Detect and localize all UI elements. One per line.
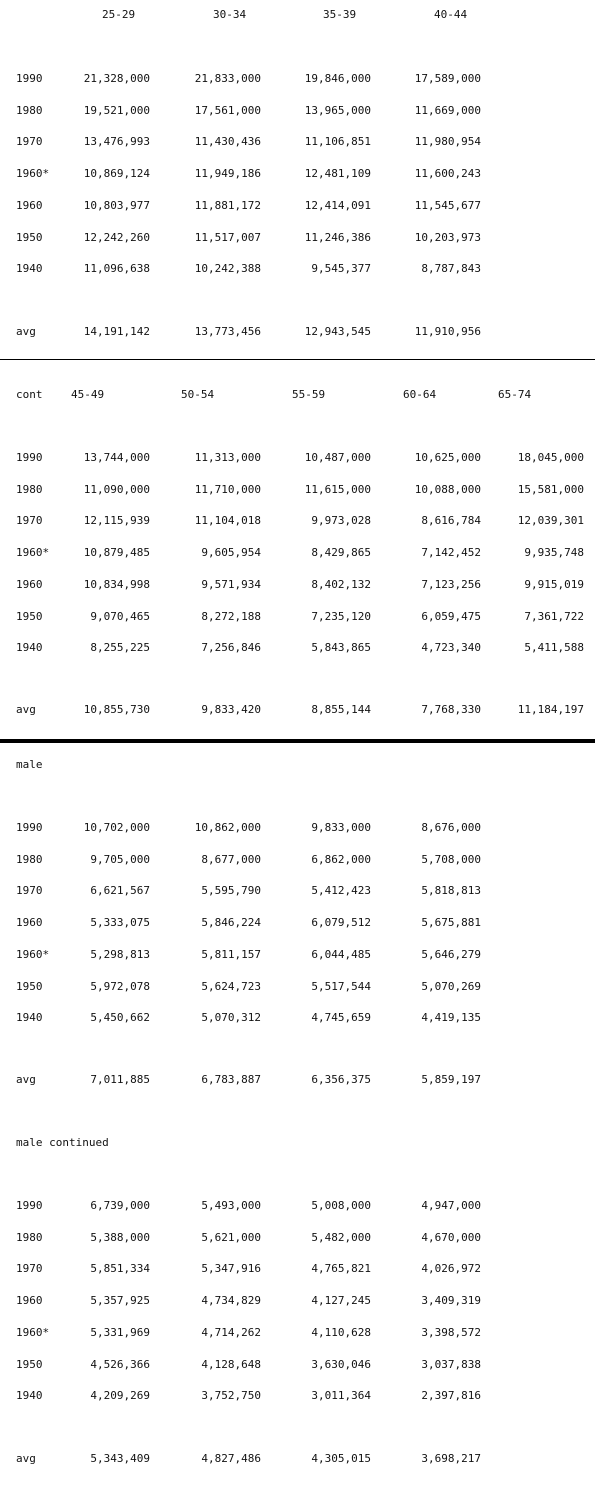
table-cell: 5,298,813 xyxy=(90,948,150,961)
avg-label: avg xyxy=(16,1073,36,1086)
table-cell: 5,331,969 xyxy=(90,1326,150,1339)
table-cell: 12,481,109 xyxy=(304,167,371,180)
avg-cell: 5,859,197 xyxy=(421,1073,481,1086)
table-cell: 5,818,813 xyxy=(421,884,481,897)
table-cell: 13,965,000 xyxy=(304,104,371,117)
table-cell: 11,517,007 xyxy=(194,231,261,244)
table-cell: 4,670,000 xyxy=(421,1231,481,1244)
column-header: 60-64 xyxy=(403,388,437,401)
table-cell: 11,881,172 xyxy=(194,199,261,212)
table-cell: 10,242,388 xyxy=(194,262,261,275)
avg-cell: 13,773,456 xyxy=(194,325,261,338)
table-cell: 5,070,269 xyxy=(421,980,481,993)
row-year: 1960* xyxy=(16,948,50,961)
row-year: 1960 xyxy=(16,916,43,929)
table-cell: 9,705,000 xyxy=(90,853,150,866)
table-cell: 5,357,925 xyxy=(90,1294,150,1307)
avg-cell: 14,191,142 xyxy=(83,325,150,338)
table-cell: 12,115,939 xyxy=(83,514,150,527)
table-cell: 4,128,648 xyxy=(201,1358,261,1371)
table-cell: 10,088,000 xyxy=(414,483,481,496)
table-cell: 5,008,000 xyxy=(311,1199,371,1212)
avg-cell: 6,783,887 xyxy=(201,1073,261,1086)
table-cell: 10,834,998 xyxy=(83,578,150,591)
table-cell: 11,430,436 xyxy=(194,135,261,148)
table-cell: 7,235,120 xyxy=(311,610,371,623)
table-cell: 5,450,662 xyxy=(90,1011,150,1024)
row-year: 1960* xyxy=(16,1326,50,1339)
table-cell: 5,843,865 xyxy=(311,641,371,654)
table-cell: 8,787,843 xyxy=(421,262,481,275)
column-header: 55-59 xyxy=(292,388,326,401)
table-cell: 9,545,377 xyxy=(311,262,371,275)
table-cell: 4,765,821 xyxy=(311,1262,371,1275)
column-header: 30-34 xyxy=(213,8,247,21)
row-year: 1960* xyxy=(16,167,50,180)
table-cell: 9,070,465 xyxy=(90,610,150,623)
table-cell: 11,313,000 xyxy=(194,451,261,464)
table-cell: 19,846,000 xyxy=(304,72,371,85)
table-cell: 9,915,019 xyxy=(524,578,584,591)
section-label: male xyxy=(16,758,43,771)
row-year: 1960 xyxy=(16,578,43,591)
table-cell: 7,142,452 xyxy=(421,546,481,559)
table-cell: 4,209,269 xyxy=(90,1389,150,1402)
table-cell: 3,398,572 xyxy=(421,1326,481,1339)
row-year: 1940 xyxy=(16,641,43,654)
table-cell: 6,621,567 xyxy=(90,884,150,897)
row-year: 1960* xyxy=(16,546,50,559)
table-cell: 5,624,723 xyxy=(201,980,261,993)
table-cell: 9,605,954 xyxy=(201,546,261,559)
table-cell: 5,347,916 xyxy=(201,1262,261,1275)
table-cell: 9,935,748 xyxy=(524,546,584,559)
row-year: 1960 xyxy=(16,1294,43,1307)
table-cell: 10,879,485 xyxy=(83,546,150,559)
table-cell: 5,675,881 xyxy=(421,916,481,929)
row-year: 1940 xyxy=(16,1389,43,1402)
avg-cell: 10,855,730 xyxy=(83,703,150,716)
table-cell: 5,811,157 xyxy=(201,948,261,961)
avg-cell: 5,343,409 xyxy=(90,1452,150,1465)
table-cell: 6,059,475 xyxy=(421,610,481,623)
table-cell: 12,414,091 xyxy=(304,199,371,212)
section-label: male continued xyxy=(16,1136,109,1149)
table-cell: 3,752,750 xyxy=(201,1389,261,1402)
row-year: 1980 xyxy=(16,1231,43,1244)
table-cell: 5,621,000 xyxy=(201,1231,261,1244)
table-cell: 6,079,512 xyxy=(311,916,371,929)
table-cell: 5,708,000 xyxy=(421,853,481,866)
table-cell: 11,600,243 xyxy=(414,167,481,180)
table-cell: 4,947,000 xyxy=(421,1199,481,1212)
table-cell: 6,862,000 xyxy=(311,853,371,866)
table-cell: 8,677,000 xyxy=(201,853,261,866)
table-cell: 11,246,386 xyxy=(304,231,371,244)
avg-label: avg xyxy=(16,703,36,716)
row-year: 1990 xyxy=(16,1199,43,1212)
table-cell: 10,869,124 xyxy=(83,167,150,180)
table-cell: 21,833,000 xyxy=(194,72,261,85)
row-year: 1950 xyxy=(16,1358,43,1371)
table-cell: 4,714,262 xyxy=(201,1326,261,1339)
row-year: 1980 xyxy=(16,853,43,866)
table-cell: 4,127,245 xyxy=(311,1294,371,1307)
avg-cell: 7,011,885 xyxy=(90,1073,150,1086)
avg-cell: 11,184,197 xyxy=(517,703,584,716)
table-cell: 8,272,188 xyxy=(201,610,261,623)
table-cell: 3,037,838 xyxy=(421,1358,481,1371)
table-cell: 5,846,224 xyxy=(201,916,261,929)
row-year: 1980 xyxy=(16,483,43,496)
column-header: 25-29 xyxy=(102,8,136,21)
table-cell: 12,039,301 xyxy=(517,514,584,527)
table-cell: 9,571,934 xyxy=(201,578,261,591)
table-cell: 7,256,846 xyxy=(201,641,261,654)
table-cell: 3,409,319 xyxy=(421,1294,481,1307)
section-label: cont xyxy=(16,388,43,401)
row-year: 1950 xyxy=(16,231,43,244)
table-cell: 6,739,000 xyxy=(90,1199,150,1212)
table-cell: 10,625,000 xyxy=(414,451,481,464)
table-cell: 10,862,000 xyxy=(194,821,261,834)
row-year: 1990 xyxy=(16,451,43,464)
table-cell: 11,615,000 xyxy=(304,483,371,496)
table-cell: 5,388,000 xyxy=(90,1231,150,1244)
column-header: 50-54 xyxy=(181,388,215,401)
table-cell: 4,734,829 xyxy=(201,1294,261,1307)
table-cell: 4,723,340 xyxy=(421,641,481,654)
table-cell: 7,361,722 xyxy=(524,610,584,623)
avg-cell: 3,698,217 xyxy=(421,1452,481,1465)
avg-cell: 4,305,015 xyxy=(311,1452,371,1465)
table-cell: 11,096,638 xyxy=(83,262,150,275)
table-cell: 9,833,000 xyxy=(311,821,371,834)
row-year: 1940 xyxy=(16,262,43,275)
table-cell: 10,702,000 xyxy=(83,821,150,834)
table-cell: 5,482,000 xyxy=(311,1231,371,1244)
table-cell: 4,110,628 xyxy=(311,1326,371,1339)
table-cell: 10,803,977 xyxy=(83,199,150,212)
avg-label: avg xyxy=(16,1452,36,1465)
column-header: 45-49 xyxy=(71,388,105,401)
table-cell: 12,242,260 xyxy=(83,231,150,244)
table-cell: 10,487,000 xyxy=(304,451,371,464)
avg-cell: 12,943,545 xyxy=(304,325,371,338)
table-cell: 5,412,423 xyxy=(311,884,371,897)
table-cell: 11,104,018 xyxy=(194,514,261,527)
table-cell: 10,203,973 xyxy=(414,231,481,244)
table-cell: 5,595,790 xyxy=(201,884,261,897)
table-cell: 11,710,000 xyxy=(194,483,261,496)
table-cell: 5,517,544 xyxy=(311,980,371,993)
table-cell: 17,561,000 xyxy=(194,104,261,117)
row-year: 1950 xyxy=(16,980,43,993)
table-cell: 11,545,677 xyxy=(414,199,481,212)
row-year: 1970 xyxy=(16,514,43,527)
table-cell: 13,744,000 xyxy=(83,451,150,464)
section-divider xyxy=(0,359,595,360)
table-cell: 13,476,993 xyxy=(83,135,150,148)
table-cell: 18,045,000 xyxy=(517,451,584,464)
row-year: 1980 xyxy=(16,104,43,117)
table-cell: 11,980,954 xyxy=(414,135,481,148)
table-cell: 17,589,000 xyxy=(414,72,481,85)
avg-cell: 6,356,375 xyxy=(311,1073,371,1086)
avg-cell: 7,768,330 xyxy=(421,703,481,716)
avg-cell: 11,910,956 xyxy=(414,325,481,338)
section-divider-thick xyxy=(0,739,595,743)
table-cell: 15,581,000 xyxy=(517,483,584,496)
table-cell: 4,526,366 xyxy=(90,1358,150,1371)
table-cell: 5,411,588 xyxy=(524,641,584,654)
table-cell: 8,402,132 xyxy=(311,578,371,591)
table-cell: 21,328,000 xyxy=(83,72,150,85)
table-cell: 2,397,816 xyxy=(421,1389,481,1402)
table-cell: 8,676,000 xyxy=(421,821,481,834)
table-cell: 4,026,972 xyxy=(421,1262,481,1275)
row-year: 1950 xyxy=(16,610,43,623)
row-year: 1960 xyxy=(16,199,43,212)
table-cell: 3,630,046 xyxy=(311,1358,371,1371)
avg-cell: 4,827,486 xyxy=(201,1452,261,1465)
row-year: 1940 xyxy=(16,1011,43,1024)
avg-cell: 8,855,144 xyxy=(311,703,371,716)
table-cell: 5,493,000 xyxy=(201,1199,261,1212)
row-year: 1970 xyxy=(16,135,43,148)
table-cell: 5,646,279 xyxy=(421,948,481,961)
row-year: 1970 xyxy=(16,1262,43,1275)
table-cell: 9,973,028 xyxy=(311,514,371,527)
avg-label: avg xyxy=(16,325,36,338)
table-cell: 8,616,784 xyxy=(421,514,481,527)
table-cell: 8,429,865 xyxy=(311,546,371,559)
table-cell: 6,044,485 xyxy=(311,948,371,961)
table-cell: 4,419,135 xyxy=(421,1011,481,1024)
column-header: 35-39 xyxy=(323,8,357,21)
row-year: 1990 xyxy=(16,72,43,85)
table-cell: 11,669,000 xyxy=(414,104,481,117)
table-cell: 8,255,225 xyxy=(90,641,150,654)
row-year: 1990 xyxy=(16,821,43,834)
table-cell: 5,851,334 xyxy=(90,1262,150,1275)
table-cell: 11,106,851 xyxy=(304,135,371,148)
column-header: 40-44 xyxy=(434,8,468,21)
table-cell: 4,745,659 xyxy=(311,1011,371,1024)
table-cell: 5,070,312 xyxy=(201,1011,261,1024)
table-cell: 11,090,000 xyxy=(83,483,150,496)
table-cell: 5,333,075 xyxy=(90,916,150,929)
table-cell: 7,123,256 xyxy=(421,578,481,591)
table-cell: 19,521,000 xyxy=(83,104,150,117)
table-cell: 3,011,364 xyxy=(311,1389,371,1402)
avg-cell: 9,833,420 xyxy=(201,703,261,716)
row-year: 1970 xyxy=(16,884,43,897)
column-header: 65-74 xyxy=(498,388,532,401)
table-cell: 5,972,078 xyxy=(90,980,150,993)
table-cell: 11,949,186 xyxy=(194,167,261,180)
